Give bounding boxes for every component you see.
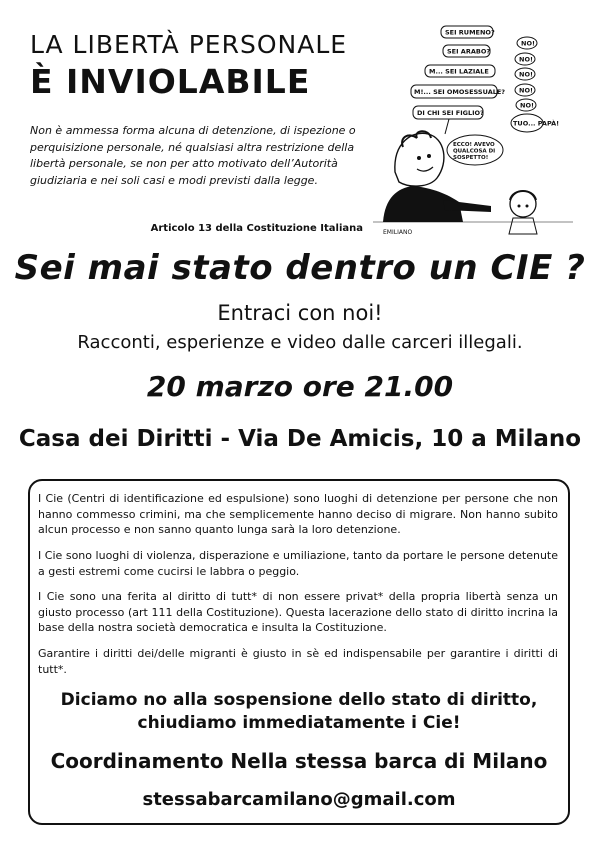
bubble-text: NO! [519, 70, 533, 79]
info-paragraph: I Cie (Centri di identificazione ed espulsione) sono luoghi di detenzione per persone che non hanno commesso crimini, ma che semplicemente hanno deciso di migrare. Non hanno subito alcun processo e non sanno quanto lunga sarà la loro detenzione. [38, 492, 558, 536]
organizer-name: Coordinamento Nella stessa barca di Milano [50, 749, 548, 773]
exclaim-bubble [447, 135, 503, 165]
quote-citation: Articolo 13 della Costituzione Italiana [150, 223, 363, 234]
call-to-action [30, 689, 568, 735]
event-headline: Sei mai stato dentro un CIE ? [14, 248, 586, 288]
info-box [28, 479, 570, 825]
title-line-1: LA LIBERTÀ PERSONALE [30, 30, 348, 59]
info-paragraph: I Cie sono una ferita al diritto di tutt* di non essere privat* della propria libertà senza un giusto processo (art 111 della Costituzione). Questa lacerazione dello stato di diritto incrina la base della nostra società democratica e insulta la Costituzione. [38, 590, 558, 634]
title-line-2: È INVIOLABILE [30, 62, 311, 101]
bubble-text: M!... SEI OMOSESSUALE? [414, 88, 506, 96]
event-description: Racconti, esperienze e video dalle carceri illegali. [77, 332, 523, 353]
call-line: Diciamo no alla sospensione dello stato di diritto, [60, 690, 538, 710]
bubble-text: NO! [520, 101, 534, 110]
event-location: Casa dei Diritti - Via De Amicis, 10 a Milano [18, 426, 582, 452]
child-figure [509, 191, 537, 234]
bubble-text: NO! [521, 39, 535, 48]
call-line: chiudiamo immediatamente i Cie! [137, 713, 461, 733]
cartoon-illustration [373, 22, 573, 237]
bubble-text: M... SEI LAZIALE [429, 67, 489, 76]
exclaim-text: ECCO! AVEVO QUALCOSA DI SOSPETTO! [453, 142, 496, 161]
event-subtitle: Entraci con noi! [217, 301, 383, 325]
info-paragraph: I Cie sono luoghi di violenza, disperazione e umiliazione, tanto da portare le persone detenute a gesti estremi come cucirsi le labbra o peggio. [38, 549, 558, 578]
constitution-quote: Non è ammessa forma alcuna di detenzione, di ispezione o perquisizione personale, né qualsiasi altra restrizione della libertà personale, se non per atto motivato dell’Autorità giudiziaria e nei soli casi e modi previsti dalla legge. [30, 124, 356, 187]
speech-bubbles-right [511, 37, 559, 132]
info-paragraph: Garantire i diritti dei/delle migranti è giusto in sè ed indispensabile per garantire i diritti di tutt*. [38, 647, 558, 676]
cartoon-signature: EMILIANO [383, 229, 413, 236]
bubble-text: SEI ARABO? [447, 47, 491, 56]
bubble-text: NO! [519, 55, 533, 64]
bubble-text: TUO... PAPÀ! [513, 119, 560, 128]
event-datetime: 20 marzo ore 21.00 [146, 370, 454, 403]
contact-email[interactable]: stessabarcamilano@gmail.com [142, 789, 456, 810]
bubble-text: DI CHI SEI FIGLIO? [417, 109, 484, 117]
speech-bubbles-left [411, 26, 505, 134]
bubble-text: SEI RUMENO? [445, 28, 495, 37]
bubble-text: NO! [519, 86, 533, 95]
